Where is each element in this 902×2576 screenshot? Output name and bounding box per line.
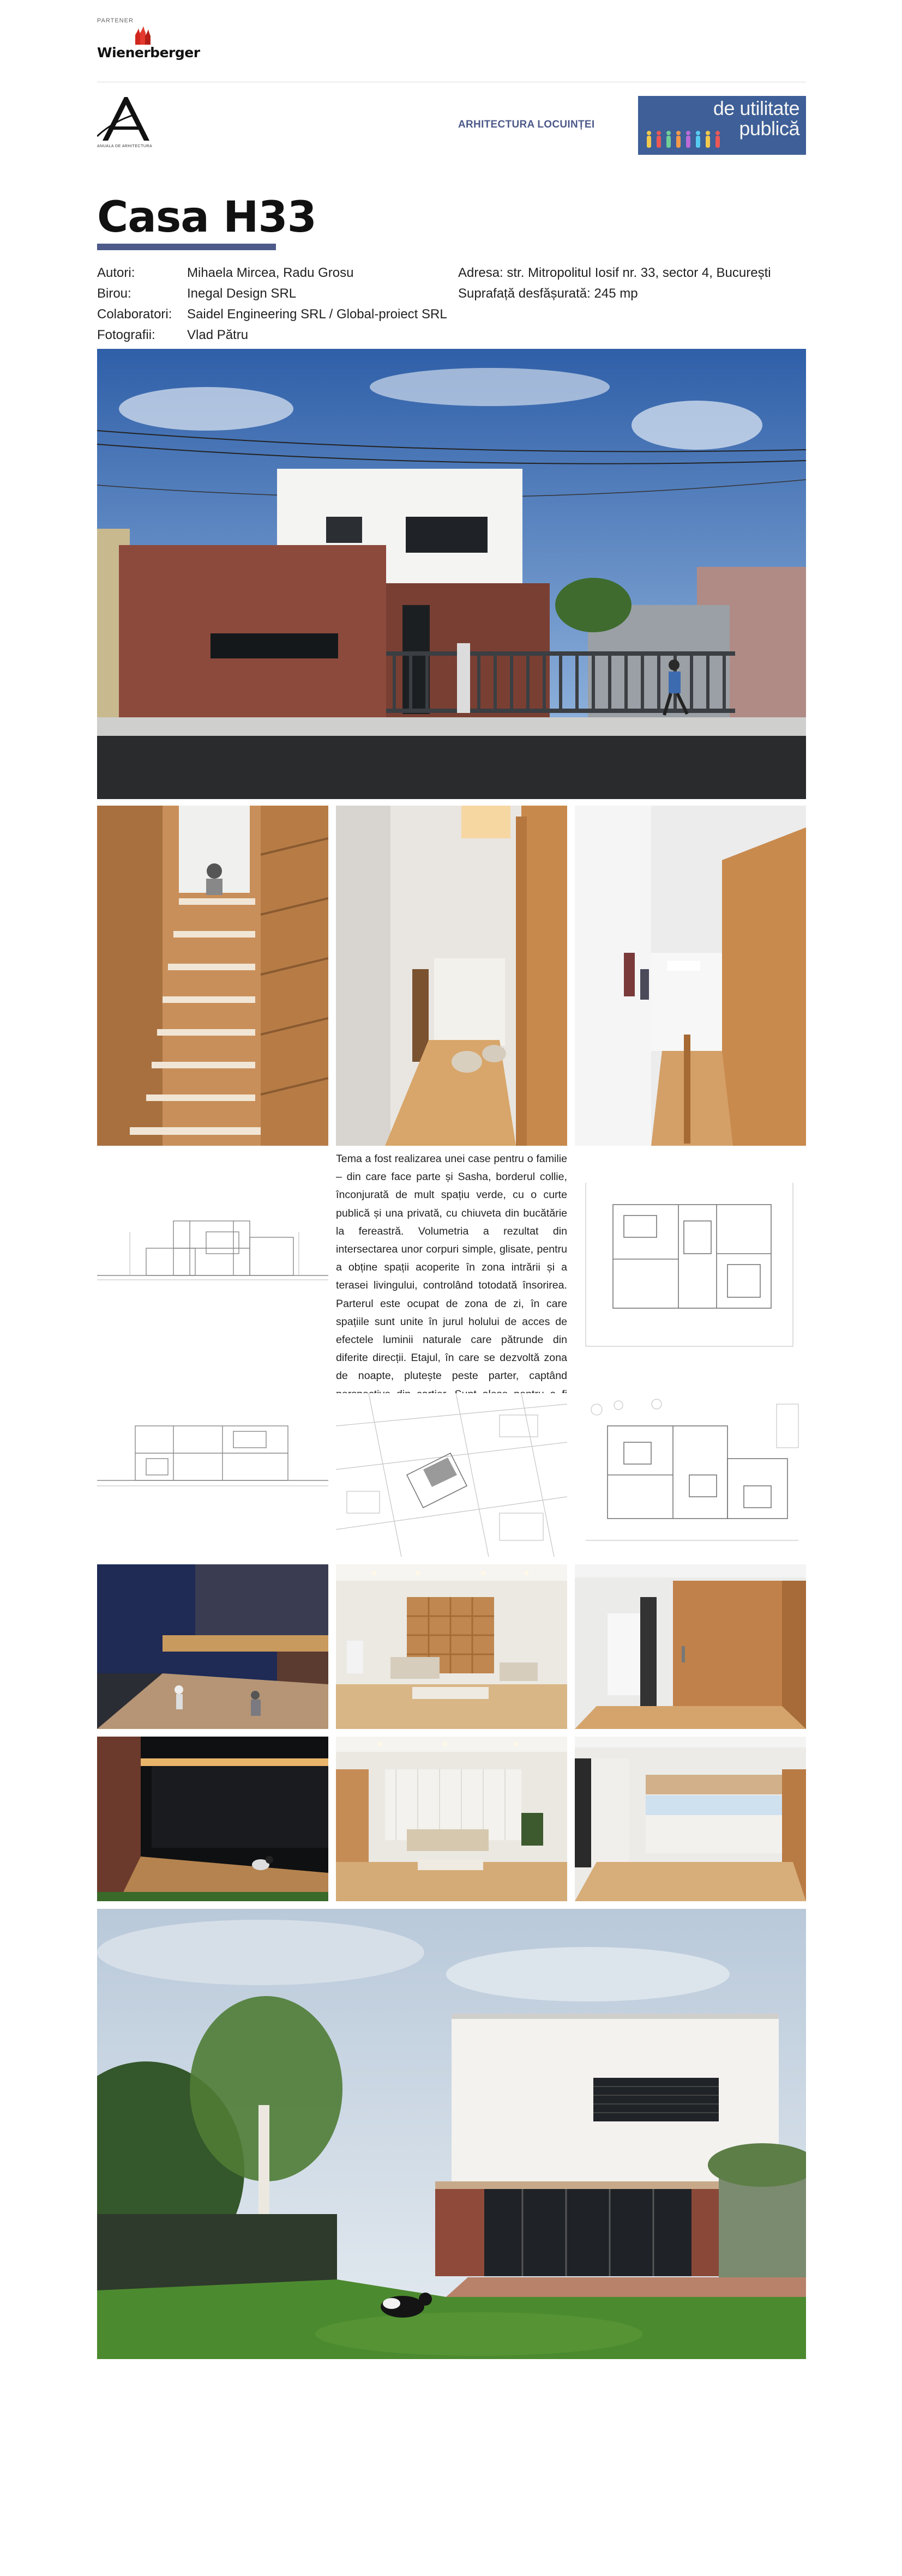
wienerberger-logo[interactable]: [97, 26, 200, 61]
credit-label: Colaboratori:: [97, 307, 172, 322]
photo-street-facade: [97, 349, 806, 799]
credit-value: Vlad Pătru: [187, 328, 249, 342]
photo-terrace-dog-night: [97, 1737, 328, 1901]
anuala-caption: ANUALA DE ARHITECTURA: [97, 144, 153, 148]
title-underline: [97, 244, 276, 250]
page-title: Casa H33: [97, 193, 316, 242]
credit-value: Saidel Engineering SRL / Global-proiect SRL: [187, 307, 447, 322]
credit-label: Fotografii:: [97, 328, 155, 342]
photo-kitchen: [575, 1737, 806, 1901]
credit-label: Autori:: [97, 265, 135, 280]
drawing-floorplan-upper: [575, 1150, 806, 1389]
credit-value: Inegal Design SRL: [187, 286, 297, 301]
credit-label: Birou:: [97, 286, 131, 301]
project-description: Tema a fost realizarea unei case pentru o familie – din care face parte și Sasha, borderul collie, înconjurată de mult spațiu verde, cu o curte publică și una privată, cu chiuveta din bucătărie la fereastră. Volumetria a rezultat din intersectarea unor corpuri simple, glisate, pentru a obține spații acoperite în zona intrării și a terasei livingului, controlând totodată însorirea. Parterul este ocupat de zona de zi, în care spațiile sunt unite în jurul holului de acces de efectele luminii naturale care pătrunde din diferite direcții. Etajul, în care se dezvoltă zona de noapte, plutește peste parter, captând: [336, 1153, 567, 1382]
photo-staircase: [97, 806, 328, 1146]
drawing-site-plan: [336, 1393, 567, 1557]
section-label[interactable]: ARHITECTURA LOCUINȚEI: [458, 119, 595, 130]
anuala-logo[interactable]: [97, 94, 157, 158]
address-text: Adresa: str. Mitropolitul Iosif nr. 33, sector 4, București: [458, 265, 771, 280]
photo-terrace-night: [97, 1564, 328, 1729]
credit-value: Mihaela Mircea, Radu Grosu: [187, 265, 354, 280]
photo-living-window: [336, 1737, 567, 1901]
drawing-section-2: [97, 1393, 328, 1557]
photo-corridor-skylight: [575, 806, 806, 1146]
wienerberger-mark-icon: [133, 26, 152, 45]
de-utilitate-publica-banner[interactable]: [638, 96, 806, 155]
photo-entrance-door: [575, 1564, 806, 1729]
project-credits: [97, 263, 457, 350]
drawing-section-1: [97, 1150, 328, 1389]
sponsor-name: Wienerberger: [97, 45, 200, 61]
sponsor-label: PARTENER: [97, 17, 134, 24]
area-text: Suprafață desfășurată: 245 mp: [458, 286, 638, 301]
banner-text: de utilitate publică: [713, 97, 799, 140]
photo-garden-facade: [97, 1909, 806, 2359]
photo-hallway-living: [336, 806, 567, 1146]
drawing-floorplan-ground: [575, 1393, 806, 1557]
anuala-a-icon: [97, 94, 157, 144]
project-details: [458, 263, 807, 306]
photo-living-shelves: [336, 1564, 567, 1729]
